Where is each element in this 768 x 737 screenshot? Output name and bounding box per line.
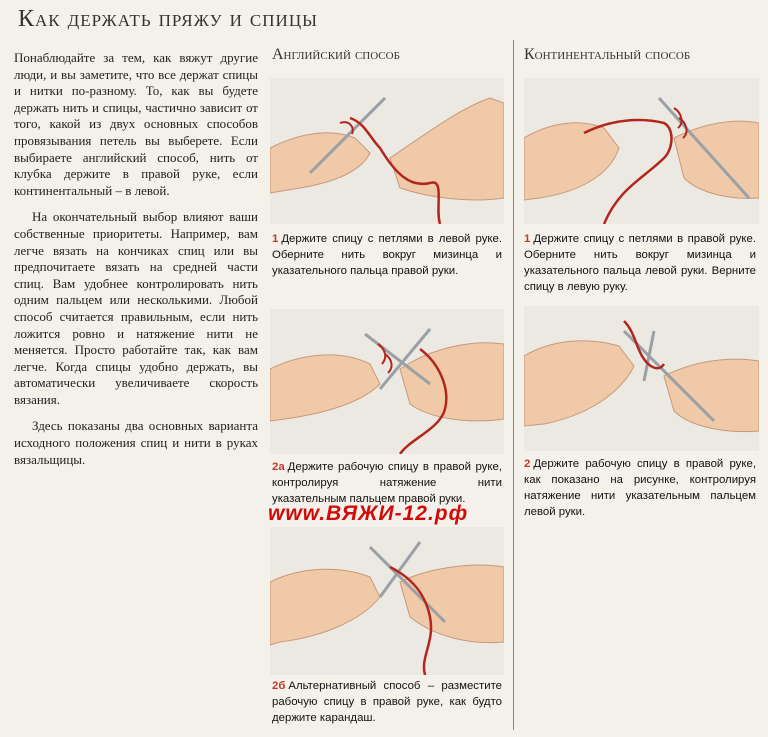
english-step-1-text: Держите спицу с петлями в левой руке. Оберните нить вокруг мизинца и указательного пальца правой руки. bbox=[272, 233, 502, 277]
watermark-link[interactable]: www.ВЯЖИ-12.рф bbox=[268, 502, 469, 525]
intro-paragraph-1: Понаблюдайте за тем, как вяжут другие люди, и вы заметите, что все держат спицы и нитки по-разному. То, как вы будете держать нить и спицы, частично зависит от того, какой из двух основных способов провязывания петель вы выберете. Если выбираете английский способ, нить от клубка держите в правой руке, если континентальный – в левой. bbox=[14, 50, 258, 198]
english-step-2a-text: Держите рабочую спицу в правой руке, контролируя натяжение нити указательным пальцем правой руки. bbox=[272, 461, 502, 505]
continental-step-2-illustration bbox=[524, 306, 759, 451]
intro-paragraph-3: Здесь показаны два основных варианта исходного положения спиц и нити в руках вязальщицы. bbox=[14, 418, 258, 467]
english-step-2a-caption bbox=[272, 459, 502, 507]
continental-step-2-number: 2 bbox=[524, 458, 531, 470]
continental-method-heading: Континентальный способ bbox=[524, 46, 691, 63]
english-step-2b-text: Альтернативный способ – разместите рабочую спицу в правой руке, как будто держите карандаш. bbox=[272, 680, 502, 724]
english-step-2a-illustration bbox=[270, 309, 504, 454]
continental-step-1-caption bbox=[524, 231, 756, 295]
page-title: Как держать пряжу и спицы bbox=[18, 6, 318, 32]
continental-step-1-illustration bbox=[524, 78, 759, 224]
english-step-2b-caption bbox=[272, 678, 502, 726]
english-step-2b-number: 2б bbox=[272, 680, 286, 692]
intro-paragraph-2: На окончательный выбор влияют ваши собственные приоритеты. Например, вам легче вязать на кончиках спиц или вы предпочитаете вязать на средней части спиц. Вам удобнее контролировать нить одним пальцем или несколькими. Любой способ считается правильным, если нить ложится ровно и натяжение нити не меняется. Просто работайте так, как вам легче. Когда спицы удобно держать, вы автоматически увеличиваете скорость вязания. bbox=[14, 209, 258, 407]
intro-text bbox=[14, 50, 258, 478]
english-step-2a-number: 2а bbox=[272, 461, 285, 473]
english-step-1-number: 1 bbox=[272, 233, 279, 245]
english-step-1-caption bbox=[272, 231, 502, 279]
continental-step-2-caption bbox=[524, 456, 756, 520]
continental-step-1-number: 1 bbox=[524, 233, 531, 245]
english-step-1-illustration bbox=[270, 78, 504, 224]
continental-step-1-text: Держите спицу с петлями в правой руке. Оберните нить вокруг мизинца и указательного пальца левой руки. Верните спицу в левую руку. bbox=[524, 233, 756, 293]
column-divider bbox=[513, 40, 514, 730]
continental-step-2-text: Держите рабочую спицу в правой руке, как показано на рисунке, контролируя натяжение нити указательным пальцем левой руки. bbox=[524, 458, 756, 518]
english-step-2b-illustration bbox=[270, 527, 504, 675]
english-method-heading: Английский способ bbox=[272, 46, 400, 63]
